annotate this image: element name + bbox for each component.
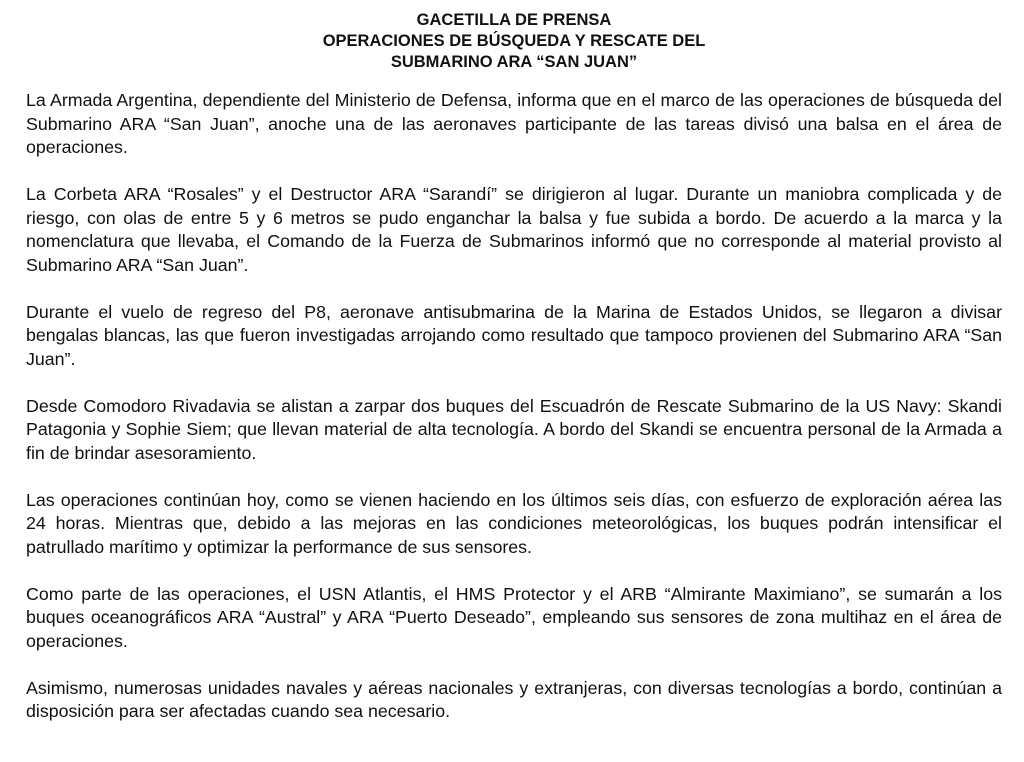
- title-line-heading: GACETILLA DE PRENSA: [416, 11, 612, 29]
- title-line-submarine: SUBMARINO ARA “SAN JUAN”: [390, 53, 638, 71]
- title-line-operations: OPERACIONES DE BÚSQUEDA Y RESCATE DEL: [322, 32, 706, 50]
- press-release-document: [26, 10, 1002, 747]
- paragraph-comodoro-rivadavia: Desde Comodoro Rivadavia se alistan a zarpar dos buques del Escuadrón de Rescate Submarino de la US Navy: Skandi Patagonia y Sophie Siem; que llevan material de alta tecnología. A bordo del Skandi se encuentra personal de la Armada a fin de brindar asesoramiento.: [26, 395, 1002, 463]
- paragraph-balsa-found: La Armada Argentina, dependiente del Ministerio de Defensa, informa que en el marco de las operaciones de búsqueda del Submarino ARA “San Juan”, anoche una de las aeronaves participante de las tareas divisó una balsa en el área de operaciones.: [26, 90, 1002, 157]
- paragraph-additional-ships: Como parte de las operaciones, el USN Atlantis, el HMS Protector y el ARB “Almirante Maximiano”, se sumarán a los buques oceanográficos ARA “Austral” y ARA “Puerto Deseado”, empleando sus sensores de zona multihaz en el área de operaciones.: [26, 583, 1002, 651]
- paragraph-corbeta-destructor: La Corbeta ARA “Rosales” y el Destructor ARA “Sarandí” se dirigieron al lugar. Durante un maniobra complicada y de riesgo, con olas de entre 5 y 6 metros se pudo enganchar la balsa y fue subida a bordo. De acuerdo a la marca y la nomenclatura que llevaba, el Comando de la Fuerza de Submarinos informó que no corresponde al material provisto al Submarino ARA “San Juan”.: [26, 184, 1002, 275]
- paragraph-operations-continue: Las operaciones continúan hoy, como se vienen haciendo en los últimos seis días, con esfuerzo de exploración aérea las 24 horas. Mientras que, debido a las mejoras en las condiciones meteorológicas, los buques podrán intensificar el patrullado marítimo y optimizar la performance de sus sensores.: [26, 489, 1002, 557]
- paragraph-p8-flight: Durante el vuelo de regreso del P8, aeronave antisubmarina de la Marina de Estados Unidos, se llegaron a divisar bengalas blancas, las que fueron investigadas arrojando como resultado que tampoco provienen del Submarino ARA “San Juan”.: [26, 301, 1002, 369]
- paragraph-units-available: Asimismo, numerosas unidades navales y aéreas nacionales y extranjeras, con diversas tecnologías a bordo, continúan a disposición para ser afectadas cuando sea necesario.: [26, 677, 1002, 721]
- document-title: [26, 10, 1002, 73]
